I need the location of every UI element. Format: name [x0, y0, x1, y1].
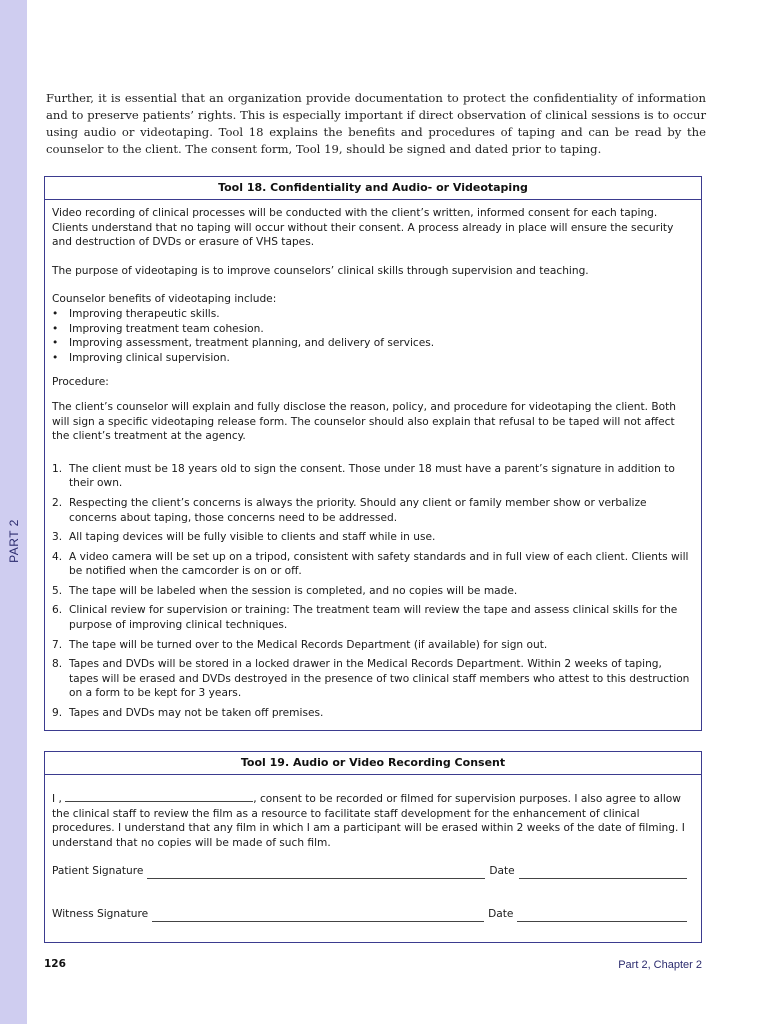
list-item: • Improving therapeutic skills.: [52, 307, 694, 322]
step-text: The tape will be turned over to the Medical Records Department (if available) for sign out.: [69, 638, 548, 651]
step-number: 3.: [52, 531, 63, 544]
consent-statement: [52, 791, 694, 850]
step-number: 1.: [52, 462, 63, 475]
consent-text: , consent to be recorded or filmed for supervision purposes. I also agree to allow the clinical staff to review the film as a resource to facilitate staff development for the enhancement of clinical procedures. I understand that any film in which I am a participant will be erased within 2 weeks of the date of filming. I understand that no copies will be made of such film.: [52, 793, 685, 849]
step-text: All taping devices will be fully visible to clients and staff while in use.: [69, 531, 436, 544]
part-label: [6, 516, 22, 566]
step-text: The tape will be labeled when the session is completed, and no copies will be made.: [69, 584, 518, 597]
step-text: Tapes and DVDs will be stored in a locked drawer in the Medical Records Department. Within 2 weeks of taping, tapes will be erased and DVDs destroyed in the presence of two clinical staff members who attest to this destruction on a form to be kept for 3 years.: [69, 658, 690, 700]
step-number: 5.: [52, 584, 63, 597]
tool-18-paragraph-2: The purpose of videotaping is to improve counselors’ clinical skills through supervision and teaching.: [52, 264, 589, 277]
list-item: [52, 550, 694, 579]
list-item: • Improving assessment, treatment planning, and delivery of services.: [52, 336, 694, 351]
name-field[interactable]: [65, 791, 253, 802]
step-text: Clinical review for supervision or training: The treatment team will review the tape and assess clinical skills for the purpose of improving clinical techniques.: [69, 604, 678, 632]
list-item: [52, 462, 694, 491]
tool-18-title: Tool 18. Confidentiality and Audio- or Videotaping: [45, 177, 701, 200]
side-tab-strip: [0, 0, 27, 1024]
patient-date-label: Date: [489, 865, 515, 878]
patient-date-field[interactable]: [519, 868, 687, 879]
tool-19-box: [44, 751, 702, 943]
list-item: [52, 530, 694, 545]
list-item: • Improving treatment team cohesion.: [52, 322, 694, 337]
step-number: 2.: [52, 496, 63, 509]
step-number: 8.: [52, 658, 63, 671]
benefits-list: [52, 307, 694, 365]
list-item: [52, 638, 694, 653]
witness-signature-row: [52, 907, 694, 922]
list-item: [52, 706, 694, 721]
list-item: [52, 496, 694, 525]
consent-prefix: I ,: [52, 793, 62, 805]
procedure-steps: [52, 462, 694, 721]
page-number: 126: [44, 958, 66, 970]
patient-signature-row: [52, 864, 694, 879]
witness-date-field[interactable]: [517, 911, 687, 922]
procedure-heading: Procedure:: [52, 376, 109, 389]
step-number: 7.: [52, 638, 63, 651]
tool-18-paragraph-1: Video recording of clinical processes will be conducted with the client’s written, informed consent for each taping. Clients understand that no taping will occur without their consent. A process already in place will ensure the security and destruction of DVDs or erasure of VHS tapes.: [52, 207, 674, 249]
tool-19-body: [45, 775, 701, 922]
tool-18-body: [45, 200, 701, 721]
witness-signature-field[interactable]: [152, 911, 484, 922]
step-number: 9.: [52, 707, 63, 720]
step-text: The client must be 18 years old to sign the consent. Those under 18 must have a parent’s signature in addition to their own.: [69, 462, 675, 490]
intro-paragraph: Further, it is essential that an organization provide documentation to protect the confidentiality of information and to preserve patients’ rights. This is especially important if direct observation of clinical sessions is to occur using audio or videotaping. Tool 18 explains the benefits and procedures of taping and can be read by the counselor to the client. The consent form, Tool 19, should be signed and dated prior to taping.: [46, 91, 706, 156]
list-item: • Improving clinical supervision.: [52, 351, 694, 366]
step-number: 6.: [52, 604, 63, 617]
step-text: A video camera will be set up on a tripod, consistent with safety standards and in full view of each client. Clients will be notified when the camcorder is on or off.: [69, 550, 689, 578]
step-text: Respecting the client’s concerns is always the priority. Should any client or family member show or verbalize concerns about taping, those concerns need to be addressed.: [69, 496, 647, 524]
part-label-text: PART 2: [7, 519, 21, 563]
patient-signature-label: Patient Signature: [52, 865, 144, 878]
footer-chapter: Part 2, Chapter 2: [618, 959, 702, 971]
step-number: 4.: [52, 550, 63, 563]
tool-19-title: Tool 19. Audio or Video Recording Consent: [45, 752, 701, 775]
list-item: [52, 584, 694, 599]
witness-date-label: Date: [488, 907, 514, 920]
benefits-heading: Counselor benefits of videotaping include:: [52, 293, 277, 306]
list-item: [52, 603, 694, 632]
step-text: Tapes and DVDs may not be taken off premises.: [69, 707, 324, 720]
tool-18-box: [44, 176, 702, 731]
list-item: [52, 657, 694, 701]
patient-signature-field[interactable]: [147, 868, 485, 879]
procedure-intro: The client’s counselor will explain and fully disclose the reason, policy, and procedure for videotaping the client. Both will sign a specific videotaping release form. The counselor should also explain that refusal to be taped will not affect the client’s treatment at the agency.: [52, 400, 676, 443]
witness-signature-label: Witness Signature: [52, 907, 149, 920]
